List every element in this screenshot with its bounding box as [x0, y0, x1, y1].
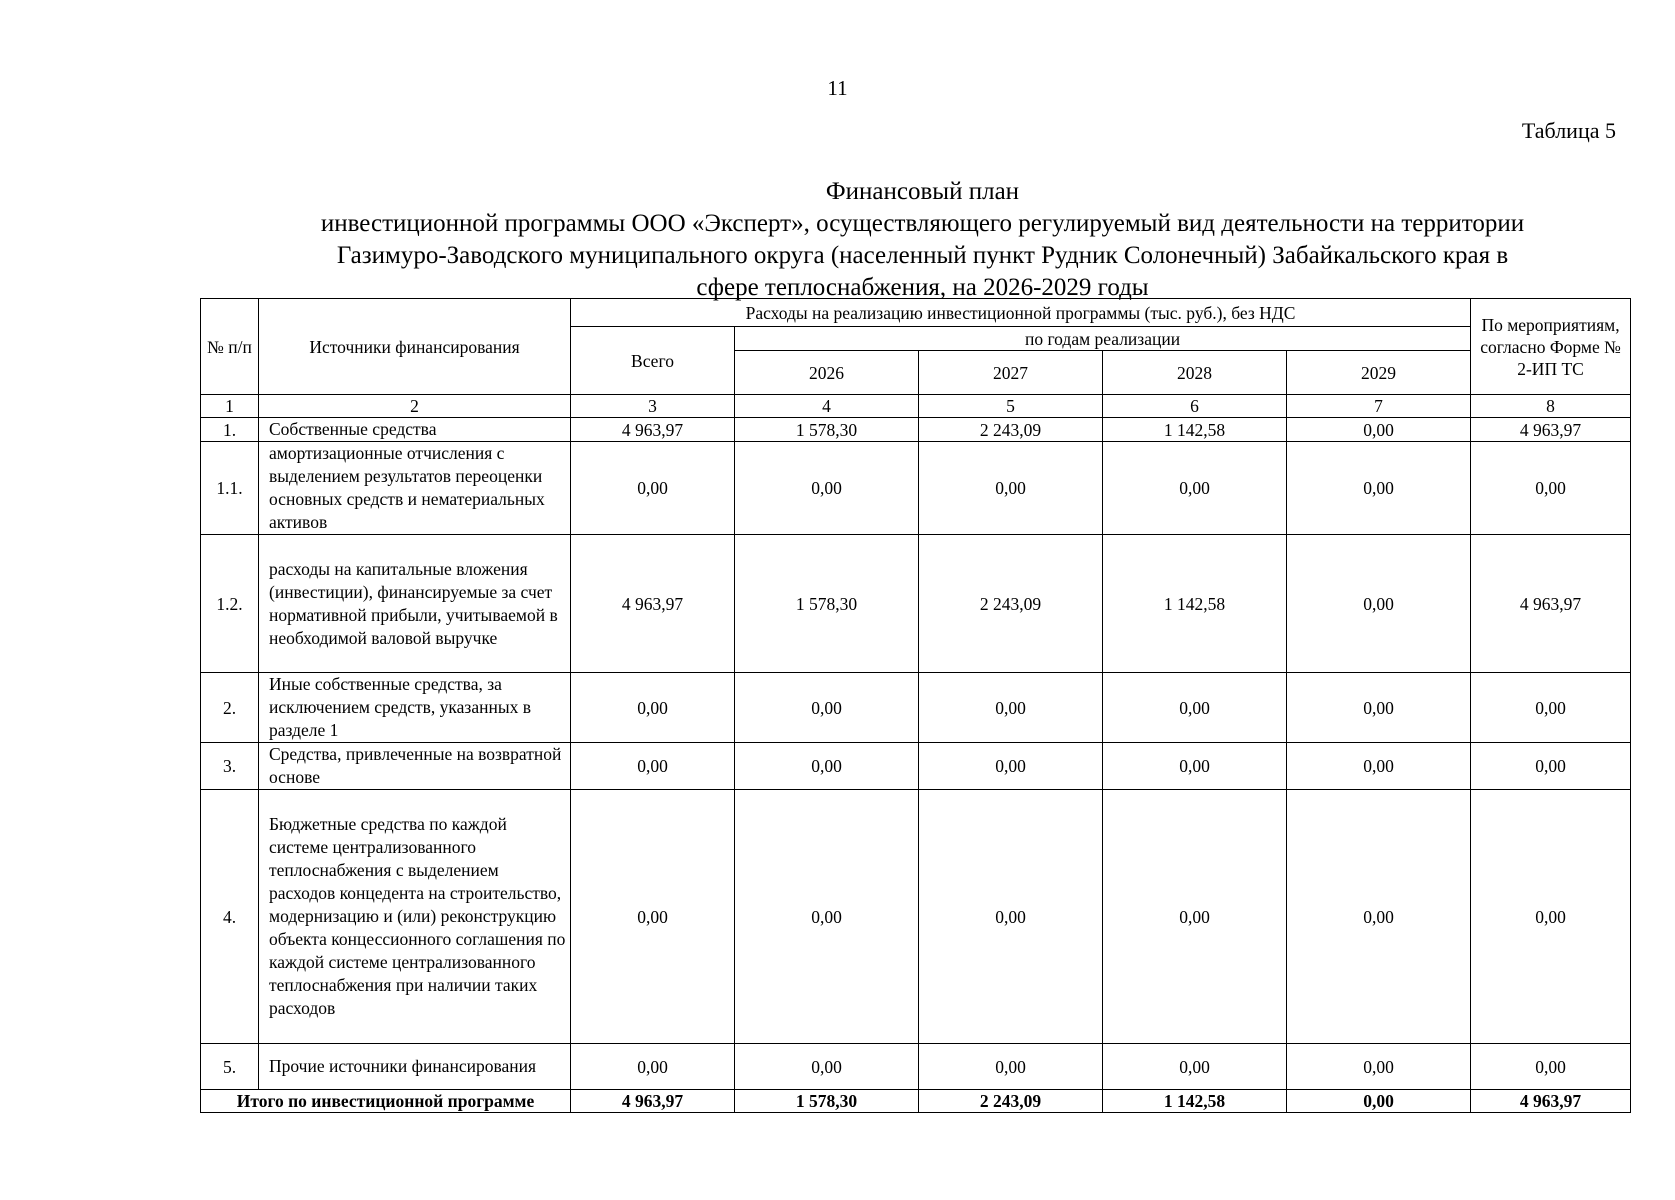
row-number: 1.	[201, 418, 259, 442]
col-number: 2	[259, 395, 571, 418]
title-line-1: Финансовый план	[825, 178, 1020, 205]
table-row	[201, 418, 1631, 442]
total-row	[201, 1090, 1631, 1113]
row-value: 0,00	[735, 673, 919, 743]
total-value: 2 243,09	[919, 1090, 1103, 1113]
table-row	[201, 535, 1631, 673]
col-number: 8	[1471, 395, 1631, 418]
header-by-years: по годам реализации	[735, 327, 1471, 351]
row-value: 0,00	[1103, 743, 1287, 790]
header-source: Источники финансирования	[259, 299, 571, 395]
header-num: № п/п	[201, 299, 259, 395]
page-number: 11	[827, 76, 848, 100]
row-value: 0,00	[919, 673, 1103, 743]
col-number: 6	[1103, 395, 1287, 418]
row-value: 0,00	[1287, 418, 1471, 442]
row-value: 0,00	[1471, 790, 1631, 1044]
row-number: 5.	[201, 1044, 259, 1090]
row-number: 1.1.	[201, 442, 259, 535]
total-value: 1 578,30	[735, 1090, 919, 1113]
header-year-2027: 2027	[919, 351, 1103, 395]
row-value: 0,00	[1471, 743, 1631, 790]
row-value: 1 578,30	[735, 535, 919, 673]
row-value: 0,00	[1287, 535, 1471, 673]
total-value: 0,00	[1287, 1090, 1471, 1113]
title-line-3: Газимуро-Заводского муниципального округа (населенный пункт Рудник Солонечный) Забайкальского края в	[336, 242, 1509, 269]
row-value: 1 142,58	[1103, 535, 1287, 673]
row-source: Прочие источники финансирования	[259, 1044, 571, 1090]
total-value: 4 963,97	[1471, 1090, 1631, 1113]
header-expenses: Расходы на реализацию инвестиционной программы (тыс. руб.), без НДС	[571, 299, 1471, 327]
column-number-row	[201, 395, 1631, 418]
col-number: 4	[735, 395, 919, 418]
row-value: 0,00	[735, 442, 919, 535]
row-number: 4.	[201, 790, 259, 1044]
row-value: 0,00	[1103, 673, 1287, 743]
row-value: 4 963,97	[571, 535, 735, 673]
table-label: Таблица 5	[1521, 118, 1616, 143]
row-value: 0,00	[919, 743, 1103, 790]
document-title	[200, 176, 1645, 304]
row-value: 0,00	[571, 1044, 735, 1090]
row-value: 0,00	[1287, 1044, 1471, 1090]
header-year-2029: 2029	[1287, 351, 1471, 395]
row-value: 0,00	[1103, 442, 1287, 535]
total-label: Итого по инвестиционной программе	[201, 1090, 571, 1113]
row-source: расходы на капитальные вложения (инвестиции), финансируемые за счет нормативной прибыли, учитываемой в необходимой валовой выручке	[259, 535, 571, 673]
row-value: 0,00	[735, 1044, 919, 1090]
title-line-2: инвестиционной программы ООО «Эксперт», осуществляющего регулируемый вид деятельности на территории	[320, 210, 1525, 237]
header-total: Всего	[571, 327, 735, 395]
row-value: 0,00	[735, 743, 919, 790]
row-value: 0,00	[1103, 1044, 1287, 1090]
total-value: 4 963,97	[571, 1090, 735, 1113]
header-year-2028: 2028	[1103, 351, 1287, 395]
col-number: 5	[919, 395, 1103, 418]
row-value: 0,00	[1471, 442, 1631, 535]
row-value: 0,00	[571, 790, 735, 1044]
row-value: 0,00	[1287, 743, 1471, 790]
col-number: 7	[1287, 395, 1471, 418]
row-value: 0,00	[1471, 1044, 1631, 1090]
row-source: Собственные средства	[259, 418, 571, 442]
row-value: 0,00	[1287, 673, 1471, 743]
col-number: 3	[571, 395, 735, 418]
row-value: 0,00	[571, 673, 735, 743]
row-number: 2.	[201, 673, 259, 743]
table-row	[201, 442, 1631, 535]
row-value: 2 243,09	[919, 535, 1103, 673]
row-number: 1.2.	[201, 535, 259, 673]
row-value: 0,00	[919, 442, 1103, 535]
header-year-2026: 2026	[735, 351, 919, 395]
row-value: 4 963,97	[1471, 418, 1631, 442]
row-source: Иные собственные средства, за исключением средств, указанных в разделе 1	[259, 673, 571, 743]
row-value: 0,00	[735, 790, 919, 1044]
title-line-4: сфере теплоснабжения, на 2026-2029 годы	[696, 274, 1149, 301]
row-value: 0,00	[571, 743, 735, 790]
row-value: 0,00	[1287, 442, 1471, 535]
header-by-measures: По мероприятиям, согласно Форме № 2-ИП ТС	[1471, 299, 1631, 395]
row-value: 1 578,30	[735, 418, 919, 442]
row-value: 0,00	[919, 1044, 1103, 1090]
table-row	[201, 673, 1631, 743]
table-row	[201, 743, 1631, 790]
row-value: 0,00	[919, 790, 1103, 1044]
row-value: 0,00	[1103, 790, 1287, 1044]
row-value: 0,00	[1287, 790, 1471, 1044]
row-value: 2 243,09	[919, 418, 1103, 442]
row-source: амортизационные отчисления с выделением результатов переоценки основных средств и нематериальных активов	[259, 442, 571, 535]
financial-plan-table	[200, 298, 1631, 1113]
col-number: 1	[201, 395, 259, 418]
total-value: 1 142,58	[1103, 1090, 1287, 1113]
row-source: Средства, привлеченные на возвратной основе	[259, 743, 571, 790]
row-value: 0,00	[1471, 673, 1631, 743]
row-number: 3.	[201, 743, 259, 790]
row-value: 0,00	[571, 442, 735, 535]
table-row	[201, 790, 1631, 1044]
row-value: 4 963,97	[1471, 535, 1631, 673]
table-row	[201, 1044, 1631, 1090]
row-value: 4 963,97	[571, 418, 735, 442]
row-value: 1 142,58	[1103, 418, 1287, 442]
row-source: Бюджетные средства по каждой системе централизованного теплоснабжения с выделением расходов концедента на строительство, модернизацию и (или) реконструкцию объекта концессионного соглашения по каждой системе централизованного теплоснабжения при наличии таких расходов	[259, 790, 571, 1044]
